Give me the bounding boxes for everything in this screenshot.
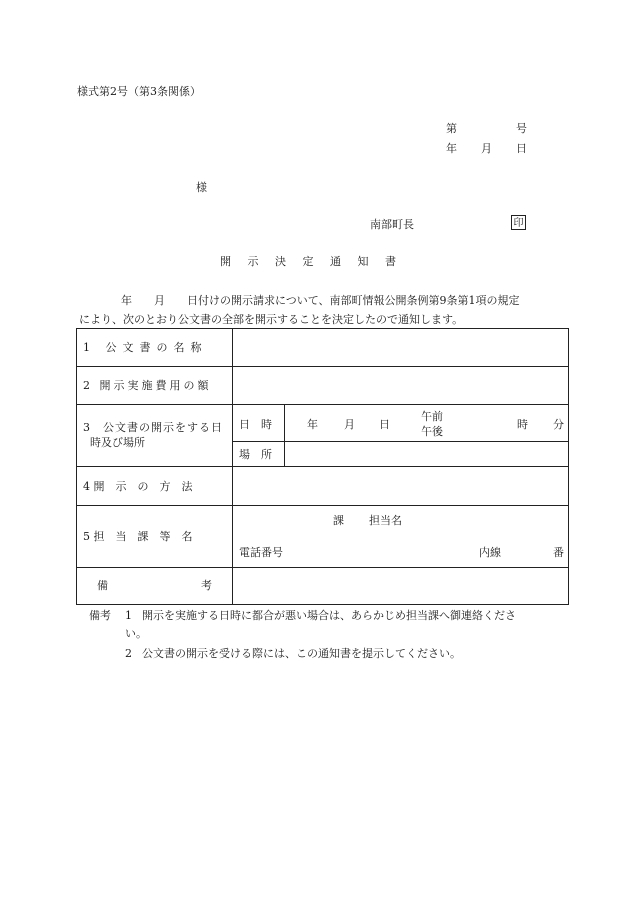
document-title: 開示決定通知書	[220, 255, 413, 268]
note-2-text: 公文書の開示を受ける際には、この通知書を提示してください。	[142, 647, 461, 660]
datetime-month: 月	[344, 418, 355, 431]
disclosure-datetime-place-label-2: 時及び場所	[90, 436, 145, 449]
responsible-section-label: 5 担 当 課 等 名	[83, 530, 193, 543]
disclosure-cost-label: 2 開示実施費用の額	[83, 379, 212, 392]
doc-number-suffix: 号	[516, 122, 527, 135]
public-document-name-label: 1 公文書の名称	[83, 341, 208, 354]
body-line-1: 年 月 日付けの開示請求について、南部町情報公開条例第9条第1項の規定	[121, 294, 520, 307]
notice-table	[76, 328, 569, 605]
datetime-pm: 午後	[421, 425, 443, 438]
datetime-label: 日 時	[239, 418, 272, 431]
note-1-number: 1	[125, 609, 132, 622]
note-1-text: 開示を実施する日時に都合が悪い場合は、あらかじめ担当課へ御連絡くださ	[142, 609, 516, 622]
datetime-hour: 時	[517, 418, 528, 431]
body-line-2: により、次のとおり公文書の全部を開示することを決定したので通知します。	[79, 313, 464, 326]
phone-number-label: 電話番号	[239, 546, 283, 559]
note-2-number: 2	[125, 647, 132, 660]
datetime-year: 年	[307, 418, 318, 431]
remarks-label-b: 考	[201, 579, 212, 592]
date-month: 月	[481, 142, 492, 155]
person-in-charge-label: 担当名	[369, 514, 402, 527]
seal-mark: 印	[511, 215, 526, 230]
addressee-suffix: 様	[196, 181, 207, 194]
note-1-text-cont: い。	[125, 627, 147, 640]
date-year: 年	[446, 142, 457, 155]
date-day: 日	[516, 142, 527, 155]
extension-suffix: 番	[553, 546, 564, 559]
place-label: 場 所	[239, 448, 272, 461]
issuer-name: 南部町長	[370, 218, 414, 231]
datetime-minute: 分	[553, 418, 564, 431]
notes-heading: 備考	[89, 609, 111, 622]
form-label: 様式第2号（第3条関係）	[77, 85, 201, 98]
datetime-am: 午前	[421, 410, 443, 423]
remarks-label-a: 備	[97, 579, 108, 592]
disclosure-method-label: 4 開 示 の 方 法	[83, 480, 193, 493]
section-suffix: 課	[333, 514, 344, 527]
disclosure-datetime-place-label: 3 公文書の開示をする日	[83, 421, 223, 434]
doc-number-prefix: 第	[446, 122, 457, 135]
datetime-day: 日	[379, 418, 390, 431]
extension-label: 内線	[479, 546, 501, 559]
